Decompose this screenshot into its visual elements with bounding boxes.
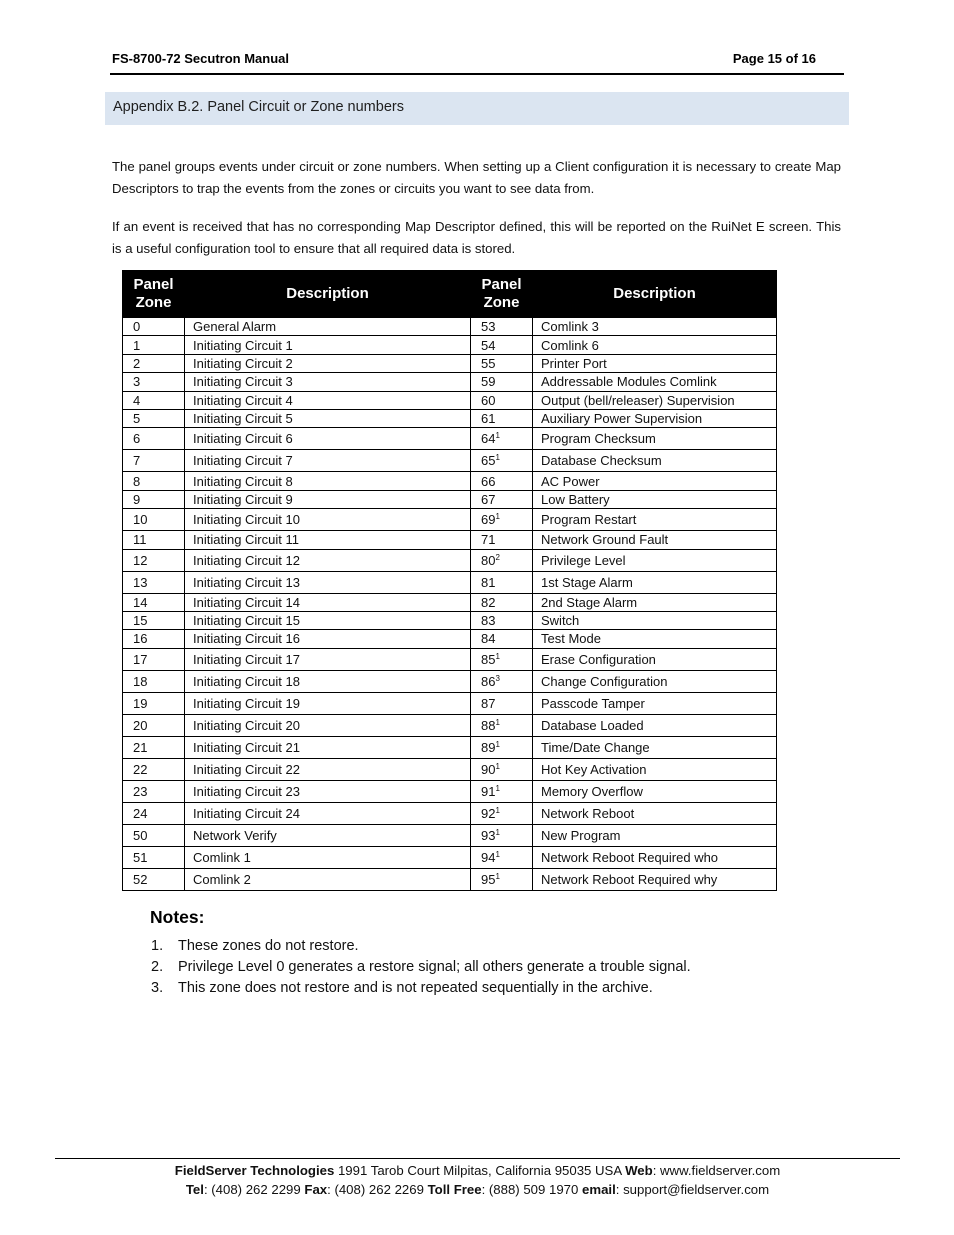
zone-description-right: Time/Date Change <box>533 736 777 758</box>
header-panel-zone-left: Panel Zone <box>123 271 185 318</box>
zone-number-left: 24 <box>123 802 185 824</box>
zone-number-left: 4 <box>123 391 185 409</box>
zone-description-left: Initiating Circuit 5 <box>185 409 471 427</box>
zone-description-right: Comlink 3 <box>533 318 777 336</box>
table-row <box>123 868 777 890</box>
zone-description-right: Memory Overflow <box>533 780 777 802</box>
zone-number-right: 67 <box>471 490 533 508</box>
zone-description-right: Change Configuration <box>533 670 777 692</box>
note-item: 3. This zone does not restore and is not repeated sequentially in the archive. <box>151 980 653 996</box>
zone-number-right: 66 <box>471 472 533 490</box>
zone-description-left: Initiating Circuit 23 <box>185 780 471 802</box>
zone-number-right: $92^1$ <box>471 802 533 824</box>
footnote-marker: 1 <box>495 717 500 727</box>
zone-description-left: Initiating Circuit 19 <box>185 692 471 714</box>
zone-number-left: 2 <box>123 354 185 372</box>
zone-number-left: 23 <box>123 780 185 802</box>
table-row <box>123 736 777 758</box>
zone-description-left: Initiating Circuit 17 <box>185 648 471 670</box>
zone-number-right: 82 <box>471 593 533 611</box>
zone-number-right: $85^1$ <box>471 648 533 670</box>
zone-description-right: Database Loaded <box>533 714 777 736</box>
zone-description-left: Initiating Circuit 2 <box>185 354 471 372</box>
zone-description-left: Initiating Circuit 3 <box>185 373 471 391</box>
zone-description-right: 1st Stage Alarm <box>533 571 777 593</box>
zone-description-right: Comlink 6 <box>533 336 777 354</box>
footnote-marker: 1 <box>495 453 500 463</box>
zone-description-right: Program Checksum <box>533 428 777 450</box>
zone-number-left: 19 <box>123 692 185 714</box>
zone-description-right: AC Power <box>533 472 777 490</box>
zone-description-right: Switch <box>533 611 777 629</box>
zone-number-right: $88^1$ <box>471 714 533 736</box>
zone-number-left: 0 <box>123 318 185 336</box>
zone-description-right: Hot Key Activation <box>533 758 777 780</box>
zone-description-right: Privilege Level <box>533 549 777 571</box>
zone-number-right: $65^1$ <box>471 450 533 472</box>
zone-number-right: 81 <box>471 571 533 593</box>
table-row <box>123 802 777 824</box>
notes-list <box>151 936 691 999</box>
zone-number-left: 52 <box>123 868 185 890</box>
footnote-marker: 2 <box>495 552 500 562</box>
footer-address-line: FieldServer Technologies 1991 Tarob Court Milpitas, California 95035 USA Web: www.fieldserver.com <box>174 1163 781 1178</box>
zone-description-left: General Alarm <box>185 318 471 336</box>
zone-number-right: 84 <box>471 630 533 648</box>
zone-description-left: Comlink 1 <box>185 846 471 868</box>
footnote-marker: 1 <box>495 739 500 749</box>
zone-number-right: $94^1$ <box>471 846 533 868</box>
zone-description-right: Network Reboot Required who <box>533 846 777 868</box>
footer-rule <box>55 1158 900 1159</box>
table-row <box>123 509 777 531</box>
zone-description-left: Initiating Circuit 16 <box>185 630 471 648</box>
table-row <box>123 758 777 780</box>
table-row <box>123 373 777 391</box>
zone-description-left: Initiating Circuit 15 <box>185 611 471 629</box>
zone-number-right: 87 <box>471 692 533 714</box>
footnote-marker: 1 <box>495 651 500 661</box>
zone-description-right: Passcode Tamper <box>533 692 777 714</box>
zone-number-left: 9 <box>123 490 185 508</box>
zone-description-right: Auxiliary Power Supervision <box>533 409 777 427</box>
zone-number-left: 14 <box>123 593 185 611</box>
page-number: Page 15 of 16 <box>732 51 816 66</box>
footer-contact-line: Tel: (408) 262 2299 Fax: (408) 262 2269 Toll Free: (888) 509 1970 email: support@fieldserver.com <box>185 1182 770 1197</box>
zone-number-left: 11 <box>123 531 185 549</box>
zone-description-left: Initiating Circuit 13 <box>185 571 471 593</box>
zone-description-left: Initiating Circuit 20 <box>185 714 471 736</box>
header-description-left: Description <box>185 271 471 318</box>
table-row <box>123 391 777 409</box>
zone-description-right: Database Checksum <box>533 450 777 472</box>
zone-number-left: 16 <box>123 630 185 648</box>
footnote-marker: 1 <box>495 783 500 793</box>
zone-number-left: 21 <box>123 736 185 758</box>
zone-number-right: $95^1$ <box>471 868 533 890</box>
document-title: FS-8700-72 Secutron Manual <box>112 51 289 66</box>
zone-description-right: Erase Configuration <box>533 648 777 670</box>
zone-description-right: Low Battery <box>533 490 777 508</box>
table-row <box>123 472 777 490</box>
table-row <box>123 531 777 549</box>
zone-description-left: Initiating Circuit 18 <box>185 670 471 692</box>
zone-number-left: 15 <box>123 611 185 629</box>
zone-number-left: 51 <box>123 846 185 868</box>
zone-number-right: $64^1$ <box>471 428 533 450</box>
table-row <box>123 318 777 336</box>
zone-description-left: Initiating Circuit 8 <box>185 472 471 490</box>
table-row <box>123 648 777 670</box>
zone-description-left: Initiating Circuit 22 <box>185 758 471 780</box>
zone-description-left: Initiating Circuit 1 <box>185 336 471 354</box>
table-row <box>123 593 777 611</box>
section-heading: Appendix B.2. Panel Circuit or Zone numbers <box>105 92 849 125</box>
footnote-marker: 1 <box>495 761 500 771</box>
zone-number-left: 6 <box>123 428 185 450</box>
zone-number-left: 1 <box>123 336 185 354</box>
zone-number-left: 3 <box>123 373 185 391</box>
table-row <box>123 692 777 714</box>
zone-description-right: Network Ground Fault <box>533 531 777 549</box>
zone-number-left: 7 <box>123 450 185 472</box>
table-row <box>123 780 777 802</box>
zone-description-left: Initiating Circuit 11 <box>185 531 471 549</box>
table-row <box>123 354 777 372</box>
note-item: 1. These zones do not restore. <box>151 938 359 954</box>
header-description-right: Description <box>533 271 777 318</box>
table-row <box>123 714 777 736</box>
table-row <box>123 336 777 354</box>
zone-table-body <box>123 318 777 891</box>
zone-description-left: Comlink 2 <box>185 868 471 890</box>
zone-number-right: $80^2$ <box>471 549 533 571</box>
zone-description-right: New Program <box>533 824 777 846</box>
zone-description-right: Program Restart <box>533 509 777 531</box>
zone-number-right: 54 <box>471 336 533 354</box>
zone-number-right: 53 <box>471 318 533 336</box>
zone-description-left: Initiating Circuit 10 <box>185 509 471 531</box>
zone-description-left: Initiating Circuit 6 <box>185 428 471 450</box>
zone-description-right: Network Reboot Required why <box>533 868 777 890</box>
zone-number-right: 61 <box>471 409 533 427</box>
table-row <box>123 846 777 868</box>
table-row <box>123 571 777 593</box>
zone-description-right: Test Mode <box>533 630 777 648</box>
zone-number-right: $93^1$ <box>471 824 533 846</box>
zone-number-left: 8 <box>123 472 185 490</box>
table-row <box>123 824 777 846</box>
zone-description-left: Initiating Circuit 4 <box>185 391 471 409</box>
table-row <box>123 670 777 692</box>
zone-description-left: Initiating Circuit 12 <box>185 549 471 571</box>
zone-description-right: Addressable Modules Comlink <box>533 373 777 391</box>
intro-paragraph: The panel groups events under circuit or zone numbers. When setting up a Client configuration it is necessary to create Map Descriptors to trap the events from the zones or circuits you want to see data from. <box>112 159 841 197</box>
notes-title: Notes: <box>150 907 205 927</box>
zone-number-right: $89^1$ <box>471 736 533 758</box>
header-panel-zone-right: Panel Zone <box>471 271 533 318</box>
footnote-marker: 1 <box>495 512 500 522</box>
table-row <box>123 549 777 571</box>
table-row <box>123 409 777 427</box>
mapping-paragraph: If an event is received that has no corresponding Map Descriptor defined, this will be reported on the RuiNet E screen. This is a useful configuration tool to ensure that all required data is stored. <box>112 219 841 257</box>
zone-number-right: 59 <box>471 373 533 391</box>
zone-number-left: 18 <box>123 670 185 692</box>
footnote-marker: 1 <box>495 805 500 815</box>
zone-number-left: 10 <box>123 509 185 531</box>
table-row <box>123 630 777 648</box>
zone-number-left: 20 <box>123 714 185 736</box>
table-row <box>123 450 777 472</box>
zone-number-right: 83 <box>471 611 533 629</box>
zone-description-left: Initiating Circuit 21 <box>185 736 471 758</box>
table-row <box>123 611 777 629</box>
footnote-marker: 1 <box>495 431 500 441</box>
table-header-row <box>123 271 777 318</box>
zone-number-left: 13 <box>123 571 185 593</box>
zone-description-right: 2nd Stage Alarm <box>533 593 777 611</box>
zone-number-left: 12 <box>123 549 185 571</box>
zone-description-right: Network Reboot <box>533 802 777 824</box>
zone-description-left: Initiating Circuit 9 <box>185 490 471 508</box>
zone-description-left: Initiating Circuit 14 <box>185 593 471 611</box>
zone-number-left: 17 <box>123 648 185 670</box>
zone-number-right: 71 <box>471 531 533 549</box>
footnote-marker: 3 <box>495 673 500 683</box>
zone-number-right: $90^1$ <box>471 758 533 780</box>
zone-number-right: $91^1$ <box>471 780 533 802</box>
zone-number-right: 60 <box>471 391 533 409</box>
zone-table <box>122 270 777 891</box>
zone-description-left: Network Verify <box>185 824 471 846</box>
table-row <box>123 428 777 450</box>
footnote-marker: 1 <box>495 849 500 859</box>
table-row <box>123 490 777 508</box>
zone-description-left: Initiating Circuit 7 <box>185 450 471 472</box>
footnote-marker: 1 <box>495 827 500 837</box>
zone-description-right: Output (bell/releaser) Supervision <box>533 391 777 409</box>
zone-number-right: $86^3$ <box>471 670 533 692</box>
note-item: 2. Privilege Level 0 generates a restore signal; all others generate a trouble signal. <box>151 959 691 975</box>
zone-number-right: 55 <box>471 354 533 372</box>
zone-number-right: $69^1$ <box>471 509 533 531</box>
zone-description-right: Printer Port <box>533 354 777 372</box>
footnote-marker: 1 <box>495 871 500 881</box>
zone-number-left: 50 <box>123 824 185 846</box>
zone-description-left: Initiating Circuit 24 <box>185 802 471 824</box>
zone-number-left: 5 <box>123 409 185 427</box>
zone-number-left: 22 <box>123 758 185 780</box>
header-rule <box>110 73 844 75</box>
